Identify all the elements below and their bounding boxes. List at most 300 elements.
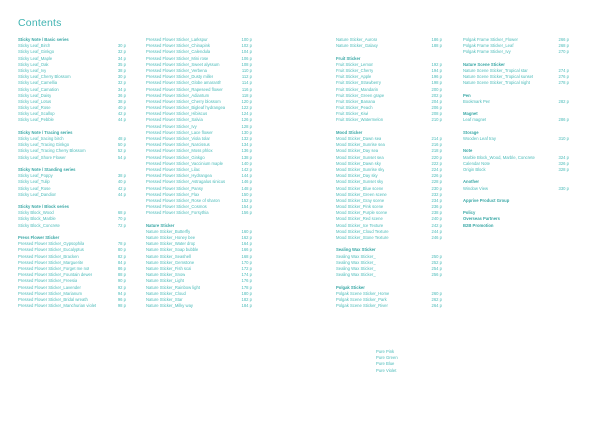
entry-title: Mood Sticker_Green scene (336, 191, 387, 197)
entry-title: Wooden Leaf tray (463, 136, 496, 141)
entry-page: 150 p (241, 191, 252, 197)
entry-title: Mood Sticker_Day sea (336, 148, 379, 154)
entry-title: Mood Sticker_Sunrise sky (336, 166, 385, 172)
page-title: Contents (18, 17, 62, 29)
entry-title: Sticky Leaf_Ginkgo (18, 49, 55, 55)
entry-page: 200 p (431, 86, 442, 92)
entry-title: Sticky Leaf_Camellia (18, 80, 58, 86)
toc-entry[interactable] (463, 49, 569, 55)
entry-page: 230 p (431, 185, 442, 191)
entry-page: 80 p (117, 247, 126, 253)
entry-page: 202 p (431, 92, 442, 98)
toc-entry[interactable] (336, 272, 442, 278)
entry-title: Mood Sticker_Cloud Texture (336, 228, 389, 234)
entry-title: Nature Sticker_Star (146, 296, 183, 302)
entry-page: 84 p (117, 259, 126, 265)
entry-page: 170 p (241, 259, 252, 265)
entry-page: 164 p (241, 241, 252, 247)
toc-section (336, 56, 442, 124)
toc-section (18, 235, 126, 309)
entry-title: Mood Sticker_Sunset sea (336, 154, 384, 160)
entry-title: Pressed Flower Sticker_Forget me not (18, 265, 90, 271)
toc-entry[interactable] (336, 43, 442, 49)
entry-page: 38 p (117, 173, 126, 179)
toc-entry[interactable] (463, 167, 569, 173)
section-heading: Sticky Note / Basic series (18, 37, 69, 42)
toc-section (463, 37, 569, 56)
entry-page: 188 p (431, 43, 442, 49)
toc-entry[interactable] (463, 186, 569, 192)
toc-entry[interactable] (463, 117, 569, 123)
entry-title: Calendar Note (463, 160, 491, 166)
entry-page: 96 p (117, 296, 126, 302)
entry-page: 38 p (117, 98, 126, 104)
entry-page: 194 p (431, 67, 442, 73)
entry-page: 40 p (117, 105, 126, 111)
entry-title: Fruit Sticker_Green grape (336, 92, 385, 98)
toc-section (146, 223, 252, 310)
entry-title: Pressed Flower Sticker_Rapeseed flower (146, 86, 223, 92)
entry-title: Sticky Leaf_Ivy (18, 67, 47, 73)
entry-title: Nature Sticker_Water drop (146, 241, 196, 247)
entry-title: Sticky Leaf_Dandion (18, 191, 57, 197)
entry-title: Sticky Leaf_Shore Flower (18, 154, 66, 160)
entry-page: 176 p (241, 278, 252, 284)
entry-title: Sticky Leaf_Daisy (18, 92, 52, 98)
entry-page: 144 p (241, 173, 252, 179)
entry-title: Pressed Flower Sticker_Rose of sharon (146, 197, 220, 203)
toc-section (336, 37, 442, 49)
entry-title: Sticky Leaf_Oak (18, 61, 49, 67)
entry-page: 198 p (431, 80, 442, 86)
section-heading: Another (463, 179, 480, 185)
entry-title: Sealing Wax Sticker_ (336, 259, 376, 265)
entry-title: Pressed Flower Sticker_Cherry blossom (146, 98, 221, 104)
wax-color-label: Pure Violet (376, 367, 397, 373)
entry-title: Polgak Scene Sticker_River (336, 303, 388, 309)
entry-title: Pressed Flower Sticker_Bracken (18, 253, 79, 259)
entry-title: Nature Sticker_Aurora (336, 37, 378, 42)
toc-section (463, 111, 569, 123)
entry-title: Pressed Flower Sticker_Pansy (146, 185, 204, 191)
entry-title: Pressed Flower Sticker_Ivy (146, 123, 197, 129)
entry-page: 254 p (431, 265, 442, 271)
entry-page: 226 p (431, 173, 442, 179)
toc-entry[interactable] (463, 80, 569, 86)
section-heading: Sticky Note / Block series (18, 204, 69, 210)
entry-title: Nature Sticker_Fish scal (146, 265, 192, 271)
entry-page: 224 p (431, 166, 442, 172)
toc-section (463, 179, 569, 191)
entry-title: Mood Sticker_Dawn sky (336, 160, 381, 166)
toc-entry[interactable] (336, 235, 442, 241)
entry-title: Bookmark Pen (463, 98, 491, 104)
toc-section (463, 62, 569, 87)
entry-page: 52 p (117, 148, 126, 154)
entry-title: Polgak Frame Sticker_Ivy (463, 49, 511, 55)
entry-title: Pressed Flower Sticker_Forsythia (146, 210, 209, 216)
entry-title: Mood Sticker_Gray scene (336, 197, 385, 203)
entry-page: 244 p (431, 228, 442, 234)
entry-page: 262 p (431, 296, 442, 302)
entry-page: 140 p (241, 160, 252, 166)
toc-section (18, 167, 126, 198)
entry-title: Mood Sticker_Sunset sky (336, 179, 384, 185)
entry-title: Sealing Wax Sticker_ (336, 265, 376, 271)
entry-title: Pressed Flower Sticker_Lace flower (146, 129, 213, 135)
entry-page: 50 p (117, 142, 126, 148)
toc-section (463, 148, 569, 173)
entry-page: 130 p (241, 129, 252, 135)
entry-page: 266 p (558, 37, 569, 42)
entry-page: 160 p (241, 228, 252, 234)
entry-title: Polgak Frame Sticker_Leaf (463, 43, 514, 49)
section-heading: Sealing Wax Sticker (336, 247, 376, 253)
entry-title: Pressed Flower Sticker_Bigleaf hydrangea (146, 105, 226, 111)
entry-title: Sticky Leaf_Maple (18, 55, 53, 61)
entry-title: Sticky Leaf_Birch (18, 43, 51, 49)
entry-title: Nature Scene Sticker_Tropical night (463, 80, 530, 86)
entry-page: 208 p (431, 111, 442, 117)
entry-title: Pressed Flower Sticker_Calendula (146, 49, 211, 55)
entry-title: Sticky Leaf_Tulip (18, 179, 50, 185)
entry-title: Pressed Flower Sticker_Larkspur (146, 37, 208, 42)
entry-page: 110 p (241, 67, 252, 73)
entry-page: 270 p (558, 49, 569, 55)
entry-page: 242 p (431, 222, 442, 228)
entry-page: 218 p (431, 148, 442, 154)
entry-title: Fruit Sticker_Lemon (336, 61, 374, 67)
entry-title: Mood Sticker_Stone Texture (336, 235, 389, 240)
entry-title: Pressed Flower Sticker_Hibiscus (146, 111, 208, 117)
entry-page: 102 p (241, 43, 252, 49)
entry-page: 222 p (431, 160, 442, 166)
section-heading: Press Flower Sticker (18, 235, 60, 240)
entry-title: Fruit Sticker_Cherry (336, 67, 374, 73)
entry-page: 42 p (117, 185, 126, 191)
entry-page: 70 p (117, 216, 126, 222)
entry-title: Fruit Sticker_Watermelon (336, 117, 384, 123)
entry-page: 310 p (558, 136, 569, 141)
entry-page: 174 p (241, 272, 252, 278)
toc-section (336, 130, 442, 241)
toc-entry[interactable] (18, 192, 126, 198)
entry-page: 108 p (241, 61, 252, 67)
entry-title: Nature Sticker_Gemstone (146, 259, 195, 265)
entry-page: 68 p (117, 210, 126, 216)
entry-page: 106 p (241, 55, 252, 61)
entry-title: Nature Sticker_Butterfly (146, 228, 191, 234)
entry-title: Polgak Scene Sticker_Home (336, 290, 390, 296)
section-heading: Sticky Note / Tracing series (18, 129, 73, 135)
entry-page: 246 p (431, 235, 442, 240)
entry-title: Polgak Frame Sticker_Flower (463, 37, 518, 42)
entry-page: 44 p (117, 117, 126, 123)
entry-page: 152 p (241, 197, 252, 203)
entry-page: 90 p (117, 278, 126, 284)
entry-page: 168 p (241, 253, 252, 259)
section-heading[interactable]: Policy (463, 210, 476, 216)
entry-page: 216 p (431, 142, 442, 148)
entry-page: 142 p (241, 166, 252, 172)
entry-title: Pressed Flower Sticker_Lavender (18, 284, 81, 290)
entry-page: 30 p (117, 74, 126, 80)
entry-title: Mood Sticker_Dawn sea (336, 136, 382, 141)
entry-page: 278 p (558, 80, 569, 86)
section-heading: Mood Sticker (336, 129, 363, 135)
entry-page: 276 p (558, 74, 569, 80)
entry-title: Pressed Flower Sticker_Ginkgo (146, 154, 205, 160)
toc-section (463, 130, 569, 142)
entry-title: Sticky Leaf_Rose (18, 185, 51, 191)
entry-title: Sticky Leaf_Tracing Cherry Blossom (18, 148, 86, 154)
entry-page: 172 p (241, 265, 252, 271)
section-heading: Sticky Note / Standing series (18, 166, 76, 172)
entry-title: Nature Sticker_Soap bubble (146, 247, 199, 253)
entry-title: Nature Sticker_Seashell (146, 253, 191, 259)
entry-page: 236 p (431, 204, 442, 210)
entry-title: Origin Block (463, 166, 486, 172)
entry-page: 54 p (117, 154, 126, 160)
entry-title: Sticky Leaf_Scallop (18, 111, 55, 117)
entry-title: Pressed Flower Sticker_Eucalyptus (18, 247, 84, 253)
entry-title: Pressed Flower Sticker_Adiantum (146, 92, 210, 98)
entry-title: Mood Sticker_Purple scene (336, 210, 388, 216)
entry-title: Leaf magnet (463, 117, 487, 123)
entry-page: 112 p (241, 74, 252, 80)
entry-page: 100 p (241, 37, 252, 42)
entry-title: Fruit Sticker_Banana (336, 98, 376, 104)
entry-title: Sticky Leaf_Poppy (18, 173, 53, 179)
entry-page: 274 p (558, 67, 569, 73)
entry-page: 196 p (431, 74, 442, 80)
entry-title: Sealing Wax Sticker_ (336, 253, 376, 259)
entry-page: 36 p (117, 92, 126, 98)
entry-title: Mood Sticker_Sunrise sea (336, 142, 385, 148)
entry-page: 124 p (241, 111, 252, 117)
section-heading[interactable]: B2B Promotion (463, 222, 494, 228)
entry-page: 252 p (431, 259, 442, 265)
sealing-wax-color-labels (376, 349, 398, 374)
entry-title: Nature Sticker_Light (146, 278, 184, 284)
entry-title: Marble Block_Wood, Marble, Concrete (463, 154, 535, 160)
entry-title: Sealing Wax Sticker_ (336, 272, 376, 278)
entry-page: 128 p (241, 123, 252, 129)
wax-color-label: Pure Blue (376, 361, 395, 367)
entry-title: Sticky Leaf_Lotus (18, 98, 52, 104)
entry-title: Pressed Flower Sticker_Moss phlox (146, 148, 213, 154)
section-heading: Nature Sticker (146, 222, 175, 228)
entry-page: 186 p (431, 37, 442, 42)
entry-page: 250 p (431, 253, 442, 259)
entry-page: 326 p (558, 160, 569, 166)
entry-title: Sticky Leaf_Tracing Ginkgo (18, 142, 70, 148)
toc-section (336, 285, 442, 310)
toc-entry[interactable] (18, 223, 126, 229)
toc-entry[interactable] (146, 210, 252, 216)
entry-page: 86 p (117, 265, 126, 271)
entry-title: Pressed Flower Sticker_Marianum (18, 290, 82, 296)
entry-page: 162 p (241, 235, 252, 240)
entry-title: Pressed Flower Sticker_Lilac (146, 166, 200, 172)
entry-title: Pressed Flower Sticker_Sweet alyssum (146, 61, 220, 67)
entry-page: 264 p (431, 303, 442, 309)
entry-page: 94 p (117, 290, 126, 296)
toc-column-4 (463, 37, 569, 229)
entry-page: 132 p (241, 136, 252, 141)
entry-page: 192 p (431, 61, 442, 67)
section-heading: Polgak Sticker (336, 284, 365, 290)
section-heading: Magnet (463, 111, 478, 117)
entry-page: 104 p (241, 49, 252, 55)
entry-title: Pressed Flower Sticker_Astragalus sinicus (146, 179, 226, 185)
toc-section (463, 93, 569, 105)
entry-page: 72 p (117, 222, 126, 228)
entry-page: 35 p (117, 61, 126, 67)
entry-page: 228 p (431, 179, 442, 185)
section-heading: Apprive Product Group (463, 197, 510, 203)
entry-title: Nature Scene Sticker_Tropical sunset (463, 74, 534, 80)
entry-page: 330 p (558, 185, 569, 191)
entry-title: Nature Sticker_Cloud (146, 290, 186, 296)
entry-page: 182 p (241, 296, 252, 302)
entry-page: 126 p (241, 117, 252, 123)
toc-entry[interactable] (146, 303, 252, 309)
entry-title: Polgak Scene Sticker_Park (336, 296, 387, 302)
entry-page: 48 p (117, 136, 126, 141)
entry-title: Nature Sticker_Milky way (146, 303, 194, 309)
entry-title: Fruit Sticker_Strawberry (336, 80, 381, 86)
entry-title: Fruit Sticker_Apple (336, 74, 372, 80)
entry-page: 118 p (241, 92, 252, 98)
entry-page: 178 p (241, 284, 252, 290)
entry-page: 286 p (558, 117, 569, 123)
entry-page: 238 p (431, 210, 442, 216)
toc-entry[interactable] (336, 117, 442, 123)
entry-page: 32 p (117, 80, 126, 86)
entry-page: 98 p (117, 303, 126, 309)
entry-title: Pressed Flower Sticker_Viola tolar (146, 136, 210, 141)
section-heading: Fruit Sticker (336, 55, 361, 61)
entry-title: Sticky Leaf_Camation (18, 86, 59, 92)
entry-title: Pressed Flower Sticker_Salvia (146, 117, 203, 123)
entry-page: 206 p (431, 105, 442, 111)
entry-page: 166 p (241, 247, 252, 253)
section-heading[interactable]: Overseas Partners (463, 216, 501, 222)
entry-page: 240 p (431, 216, 442, 222)
entry-title: Pressed Flower Sticker_Hydrangea (146, 173, 212, 179)
entry-title: Sticky Block_Marble (18, 216, 56, 222)
entry-title: Pressed Flower Sticker_Vaccinium maple (146, 160, 223, 166)
entry-title: Sticky Leaf_tracing birch (18, 136, 64, 141)
entry-page: 82 p (117, 253, 126, 259)
toc-section (336, 247, 442, 278)
entry-title: Nature Sticker_Rainbow light (146, 284, 200, 290)
entry-page: 220 p (431, 154, 442, 160)
entry-title: Pressed Flower Sticker_Manchurian violet (18, 303, 97, 309)
entry-page: 146 p (241, 179, 252, 185)
entry-title: Mood Sticker_Red scene (336, 216, 383, 222)
entry-page: 42 p (117, 111, 126, 117)
entry-title: Sticky Block_Wood (18, 210, 54, 216)
toc-section (463, 198, 569, 204)
entry-page: 34 p (117, 86, 126, 92)
toc-entry[interactable] (463, 136, 569, 142)
entry-page: 328 p (558, 166, 569, 172)
entry-title: Pressed Flower Sticker_Narcissus (146, 142, 210, 148)
entry-title: Fruit Sticker_Peach (336, 105, 373, 111)
entry-title: Pressed Flower Sticker_Bridal wreath (18, 296, 88, 302)
entry-page: 184 p (241, 303, 252, 309)
entry-title: Pressed Flower Sticker_Cosmos (146, 204, 207, 210)
entry-title: Pressed Flower Sticker_Verbena (146, 67, 207, 73)
entry-title: Pressed Flower Sticker_Marguerite (18, 259, 84, 265)
toc-column-1 (18, 37, 126, 315)
entry-title: Sticky Leaf_Rose (18, 105, 51, 111)
section-heading: Nature Scene Sticker (463, 61, 505, 67)
entry-page: 136 p (241, 148, 252, 154)
entry-page: 232 p (431, 191, 442, 197)
entry-page: 180 p (241, 290, 252, 296)
toc-section (18, 37, 126, 124)
entry-page: 120 p (241, 98, 252, 104)
toc-entry[interactable] (18, 155, 126, 161)
entry-title: Sticky Leaf_Pebble (18, 117, 54, 123)
toc-entry[interactable] (18, 303, 126, 309)
entry-page: 122 p (241, 105, 252, 111)
entry-page: 234 p (431, 197, 442, 203)
toc-section (18, 130, 126, 161)
toc-column-3 (336, 37, 442, 315)
entry-page: 260 p (431, 290, 442, 296)
entry-title: Pressed Flower Sticker_Freesia (18, 278, 78, 284)
entry-title: Nature Sticker_Honey bee (146, 235, 196, 240)
toc-entry[interactable] (463, 99, 569, 105)
entry-title: Nature Scene Sticker_Tropical star (463, 67, 528, 73)
entry-page: 204 p (431, 98, 442, 104)
entry-page: 210 p (431, 117, 442, 123)
entry-page: 268 p (558, 43, 569, 49)
entry-page: 44 p (117, 191, 126, 197)
toc-entry[interactable] (336, 303, 442, 309)
entry-title: Sticky Block_Concrete (18, 222, 60, 228)
entry-page: 32 p (117, 49, 126, 55)
entry-title: Nature Sticker_Galaxy (336, 43, 378, 49)
toc-section (146, 37, 252, 216)
entry-page: 324 p (558, 154, 569, 160)
entry-page: 148 p (241, 185, 252, 191)
toc-section (18, 204, 126, 229)
entry-title: Mood Sticker_Blue scene (336, 185, 384, 191)
section-heading: Storage (463, 129, 479, 135)
entry-page: 114 p (241, 80, 252, 86)
entry-page: 34 p (117, 55, 126, 61)
wax-color-label: Pure Pink (376, 349, 395, 354)
entry-page: 78 p (117, 241, 126, 247)
entry-title: Nature Sticker_Snow (146, 272, 186, 278)
entry-title: Pressed Flower Sticker_Globe amaranth (146, 80, 222, 86)
entry-page: 40 p (117, 179, 126, 185)
entry-page: 138 p (241, 154, 252, 160)
entry-title: Fruit Sticker_Kiwi (336, 111, 369, 117)
entry-page: 214 p (431, 136, 442, 141)
entry-page: 30 p (117, 43, 126, 49)
section-heading: Pen (463, 92, 471, 98)
entry-page: 156 p (241, 210, 252, 216)
section-heading: Note (463, 148, 473, 154)
toc-entry[interactable] (18, 117, 126, 123)
entry-page: 92 p (117, 284, 126, 290)
